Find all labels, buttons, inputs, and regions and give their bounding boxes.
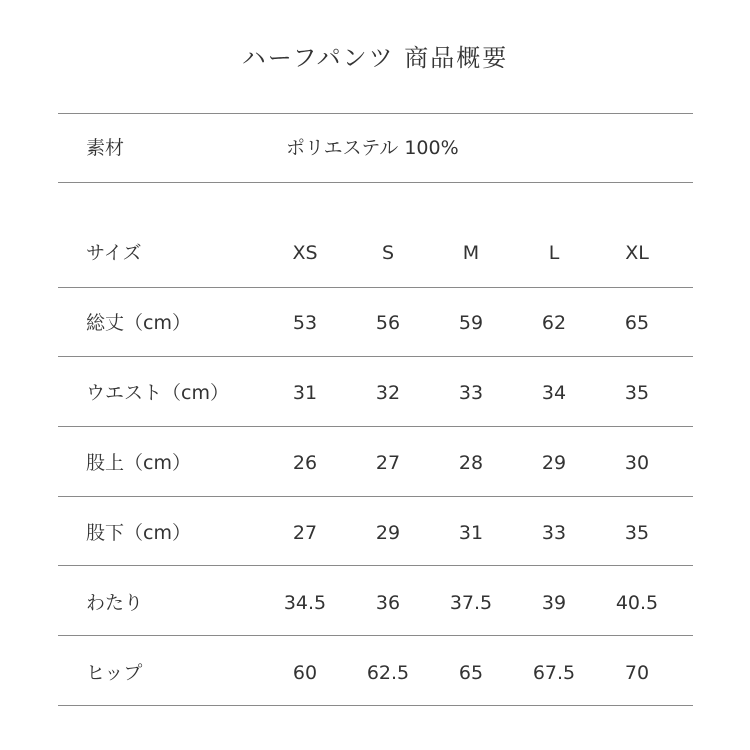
table-row-inseam bbox=[0, 498, 750, 568]
table-cell: 40.5 bbox=[615, 592, 659, 614]
divider bbox=[58, 356, 693, 357]
material-label: 素材 bbox=[86, 137, 125, 159]
size-s-header: S bbox=[381, 242, 395, 264]
table-cell: 62.5 bbox=[366, 662, 410, 684]
table-cell: 35 bbox=[624, 382, 650, 404]
table-cell: 60 bbox=[292, 662, 318, 684]
table-row-hip bbox=[0, 638, 750, 708]
divider bbox=[58, 287, 693, 288]
table-row-waist bbox=[0, 358, 750, 428]
table-cell: 36 bbox=[375, 592, 401, 614]
page-title: ハーフパンツ 商品概要 bbox=[241, 44, 509, 72]
size-xl-header: XL bbox=[625, 242, 649, 264]
row-label: 股下（cm） bbox=[86, 522, 191, 544]
divider bbox=[58, 182, 693, 183]
table-cell: 39 bbox=[541, 592, 567, 614]
table-cell: 32 bbox=[375, 382, 401, 404]
table-cell: 35 bbox=[624, 522, 650, 544]
material-row bbox=[0, 114, 750, 182]
size-header-label: サイズ bbox=[86, 242, 142, 264]
table-cell: 62 bbox=[541, 312, 567, 334]
table-cell: 56 bbox=[375, 312, 401, 334]
table-cell: 28 bbox=[458, 452, 484, 474]
row-label: ヒップ bbox=[86, 662, 143, 684]
table-cell: 33 bbox=[458, 382, 484, 404]
table-cell: 59 bbox=[458, 312, 484, 334]
divider bbox=[58, 496, 693, 497]
table-cell: 29 bbox=[541, 452, 567, 474]
divider bbox=[58, 705, 693, 706]
table-cell: 67.5 bbox=[532, 662, 576, 684]
table-cell: 27 bbox=[292, 522, 318, 544]
divider bbox=[58, 426, 693, 427]
row-label: 総丈（cm） bbox=[86, 312, 191, 334]
table-cell: 65 bbox=[624, 312, 650, 334]
divider bbox=[58, 565, 693, 566]
table-cell: 27 bbox=[375, 452, 401, 474]
table-row-total-length bbox=[0, 288, 750, 358]
table-cell: 26 bbox=[292, 452, 318, 474]
table-cell: 31 bbox=[458, 522, 484, 544]
table-cell: 34.5 bbox=[283, 592, 327, 614]
table-cell: 29 bbox=[375, 522, 401, 544]
divider bbox=[58, 635, 693, 636]
table-row-rise bbox=[0, 428, 750, 498]
table-cell: 33 bbox=[541, 522, 567, 544]
table-cell: 31 bbox=[292, 382, 318, 404]
row-label: わたり bbox=[86, 592, 144, 614]
size-xs-header: XS bbox=[292, 242, 318, 264]
row-label: ウエスト（cm） bbox=[86, 382, 229, 404]
size-header-row bbox=[0, 218, 750, 288]
table-row-thigh bbox=[0, 568, 750, 638]
table-cell: 30 bbox=[624, 452, 650, 474]
table-cell: 37.5 bbox=[449, 592, 493, 614]
table-cell: 65 bbox=[458, 662, 484, 684]
size-l-header: L bbox=[548, 242, 560, 264]
size-m-header: M bbox=[462, 242, 480, 264]
material-value: ポリエステル 100% bbox=[286, 137, 459, 159]
table-cell: 34 bbox=[541, 382, 567, 404]
table-cell: 53 bbox=[292, 312, 318, 334]
table-cell: 70 bbox=[624, 662, 650, 684]
row-label: 股上（cm） bbox=[86, 452, 191, 474]
